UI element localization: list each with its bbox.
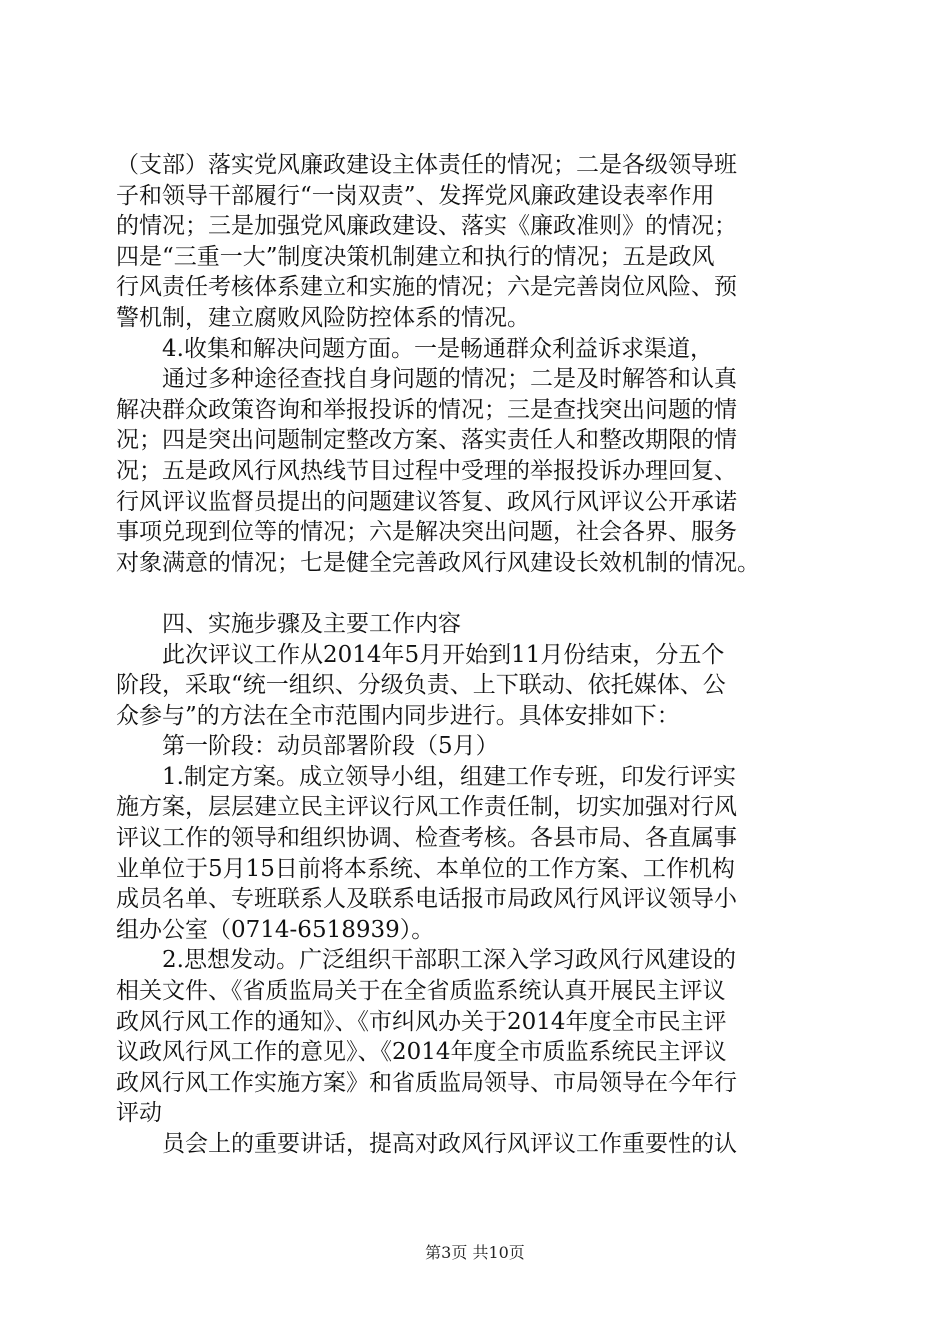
text-line: 业单位于5月15日前将本系统、本单位的工作方案、工作机构 <box>116 855 735 882</box>
text-line: 行风责任考核体系建立和实施的情况；六是完善岗位风险、预 <box>116 274 737 301</box>
text-line: 组办公室（0714-6518939）。 <box>116 916 435 943</box>
text-line: 政风行风工作的通知》、《市纠风办关于2014年度全市民主评 <box>116 1008 727 1035</box>
text-line: 员会上的重要讲话，提高对政风行风评议工作重要性的认 <box>116 1131 737 1157</box>
text-line: 成员名单、专班联系人及联系电话报市局政风行风评议领导小 <box>116 886 737 913</box>
text-line: 4.收集和解决问题方面。一是畅通群众利益诉求渠道， <box>116 335 713 362</box>
text-line: 此次评议工作从2014年5月开始到11月份结束，分五个 <box>116 641 725 668</box>
blank-line <box>116 578 836 609</box>
text-line: （支部）落实党风廉政建设主体责任的情况；二是各级领导班 <box>116 152 737 178</box>
text-line: 的情况；三是加强党风廉政建设、落实《廉政准则》的情况； <box>116 213 737 240</box>
page-footer: 第3页 共10页 <box>425 1243 525 1262</box>
text-line: 评动 <box>116 1100 162 1127</box>
text-line: 2.思想发动。广泛组织干部职工深入学习政风行风建设的 <box>116 947 736 974</box>
text-line: 第一阶段：动员部署阶段（5月） <box>116 733 499 760</box>
text-line: 议政风行风工作的意见》、《2014年度全市质监系统民主评议 <box>116 1039 727 1066</box>
text-line: 施方案，层层建立民主评议行风工作责任制，切实加强对行风 <box>116 794 737 821</box>
text-line: 事项兑现到位等的情况；六是解决突出问题，社会各界、服务 <box>116 519 737 546</box>
text-line: 解决群众政策咨询和举报投诉的情况；三是查找突出问题的情 <box>116 396 737 423</box>
text-line: 况；五是政风行风热线节目过程中受理的举报投诉办理回复、 <box>116 457 737 484</box>
text-line: 四、实施步骤及主要工作内容 <box>116 610 461 637</box>
text-line: 1.制定方案。成立领导小组，组建工作专班，印发行评实 <box>116 763 736 790</box>
document-body <box>116 150 836 1160</box>
text-line: 四是“三重一大”制度决策机制建立和执行的情况；五是政风 <box>116 243 715 270</box>
text-line: 对象满意的情况；七是健全完善政风行风建设长效机制的情况。 <box>116 549 760 576</box>
text-line: 通过多种途径查找自身问题的情况；二是及时解答和认真 <box>116 366 737 393</box>
text-line: 政风行风工作实施方案》和省质监局领导、市局领导在今年行 <box>116 1069 737 1096</box>
text-line: 况；四是突出问题制定整改方案、落实责任人和整改期限的情 <box>116 427 737 454</box>
text-line: 阶段，采取“统一组织、分级负责、上下联动、依托媒体、公 <box>116 672 726 699</box>
text-line: 行风评议监督员提出的问题建议答复、政风行风评议公开承诺 <box>116 488 737 515</box>
text-line: 众参与”的方法在全市范围内同步进行。具体安排如下： <box>116 702 680 729</box>
text-line: 警机制，建立腐败风险防控体系的情况。 <box>116 304 530 331</box>
text-line: 相关文件、《省质监局关于在全省质监系统认真开展民主评议 <box>116 978 726 1005</box>
text-line: 子和领导干部履行“一岗双责”、发挥党风廉政建设表率作用 <box>116 182 715 209</box>
text-line: 评议工作的领导和组织协调、检查考核。各县市局、各直属事 <box>116 825 737 852</box>
